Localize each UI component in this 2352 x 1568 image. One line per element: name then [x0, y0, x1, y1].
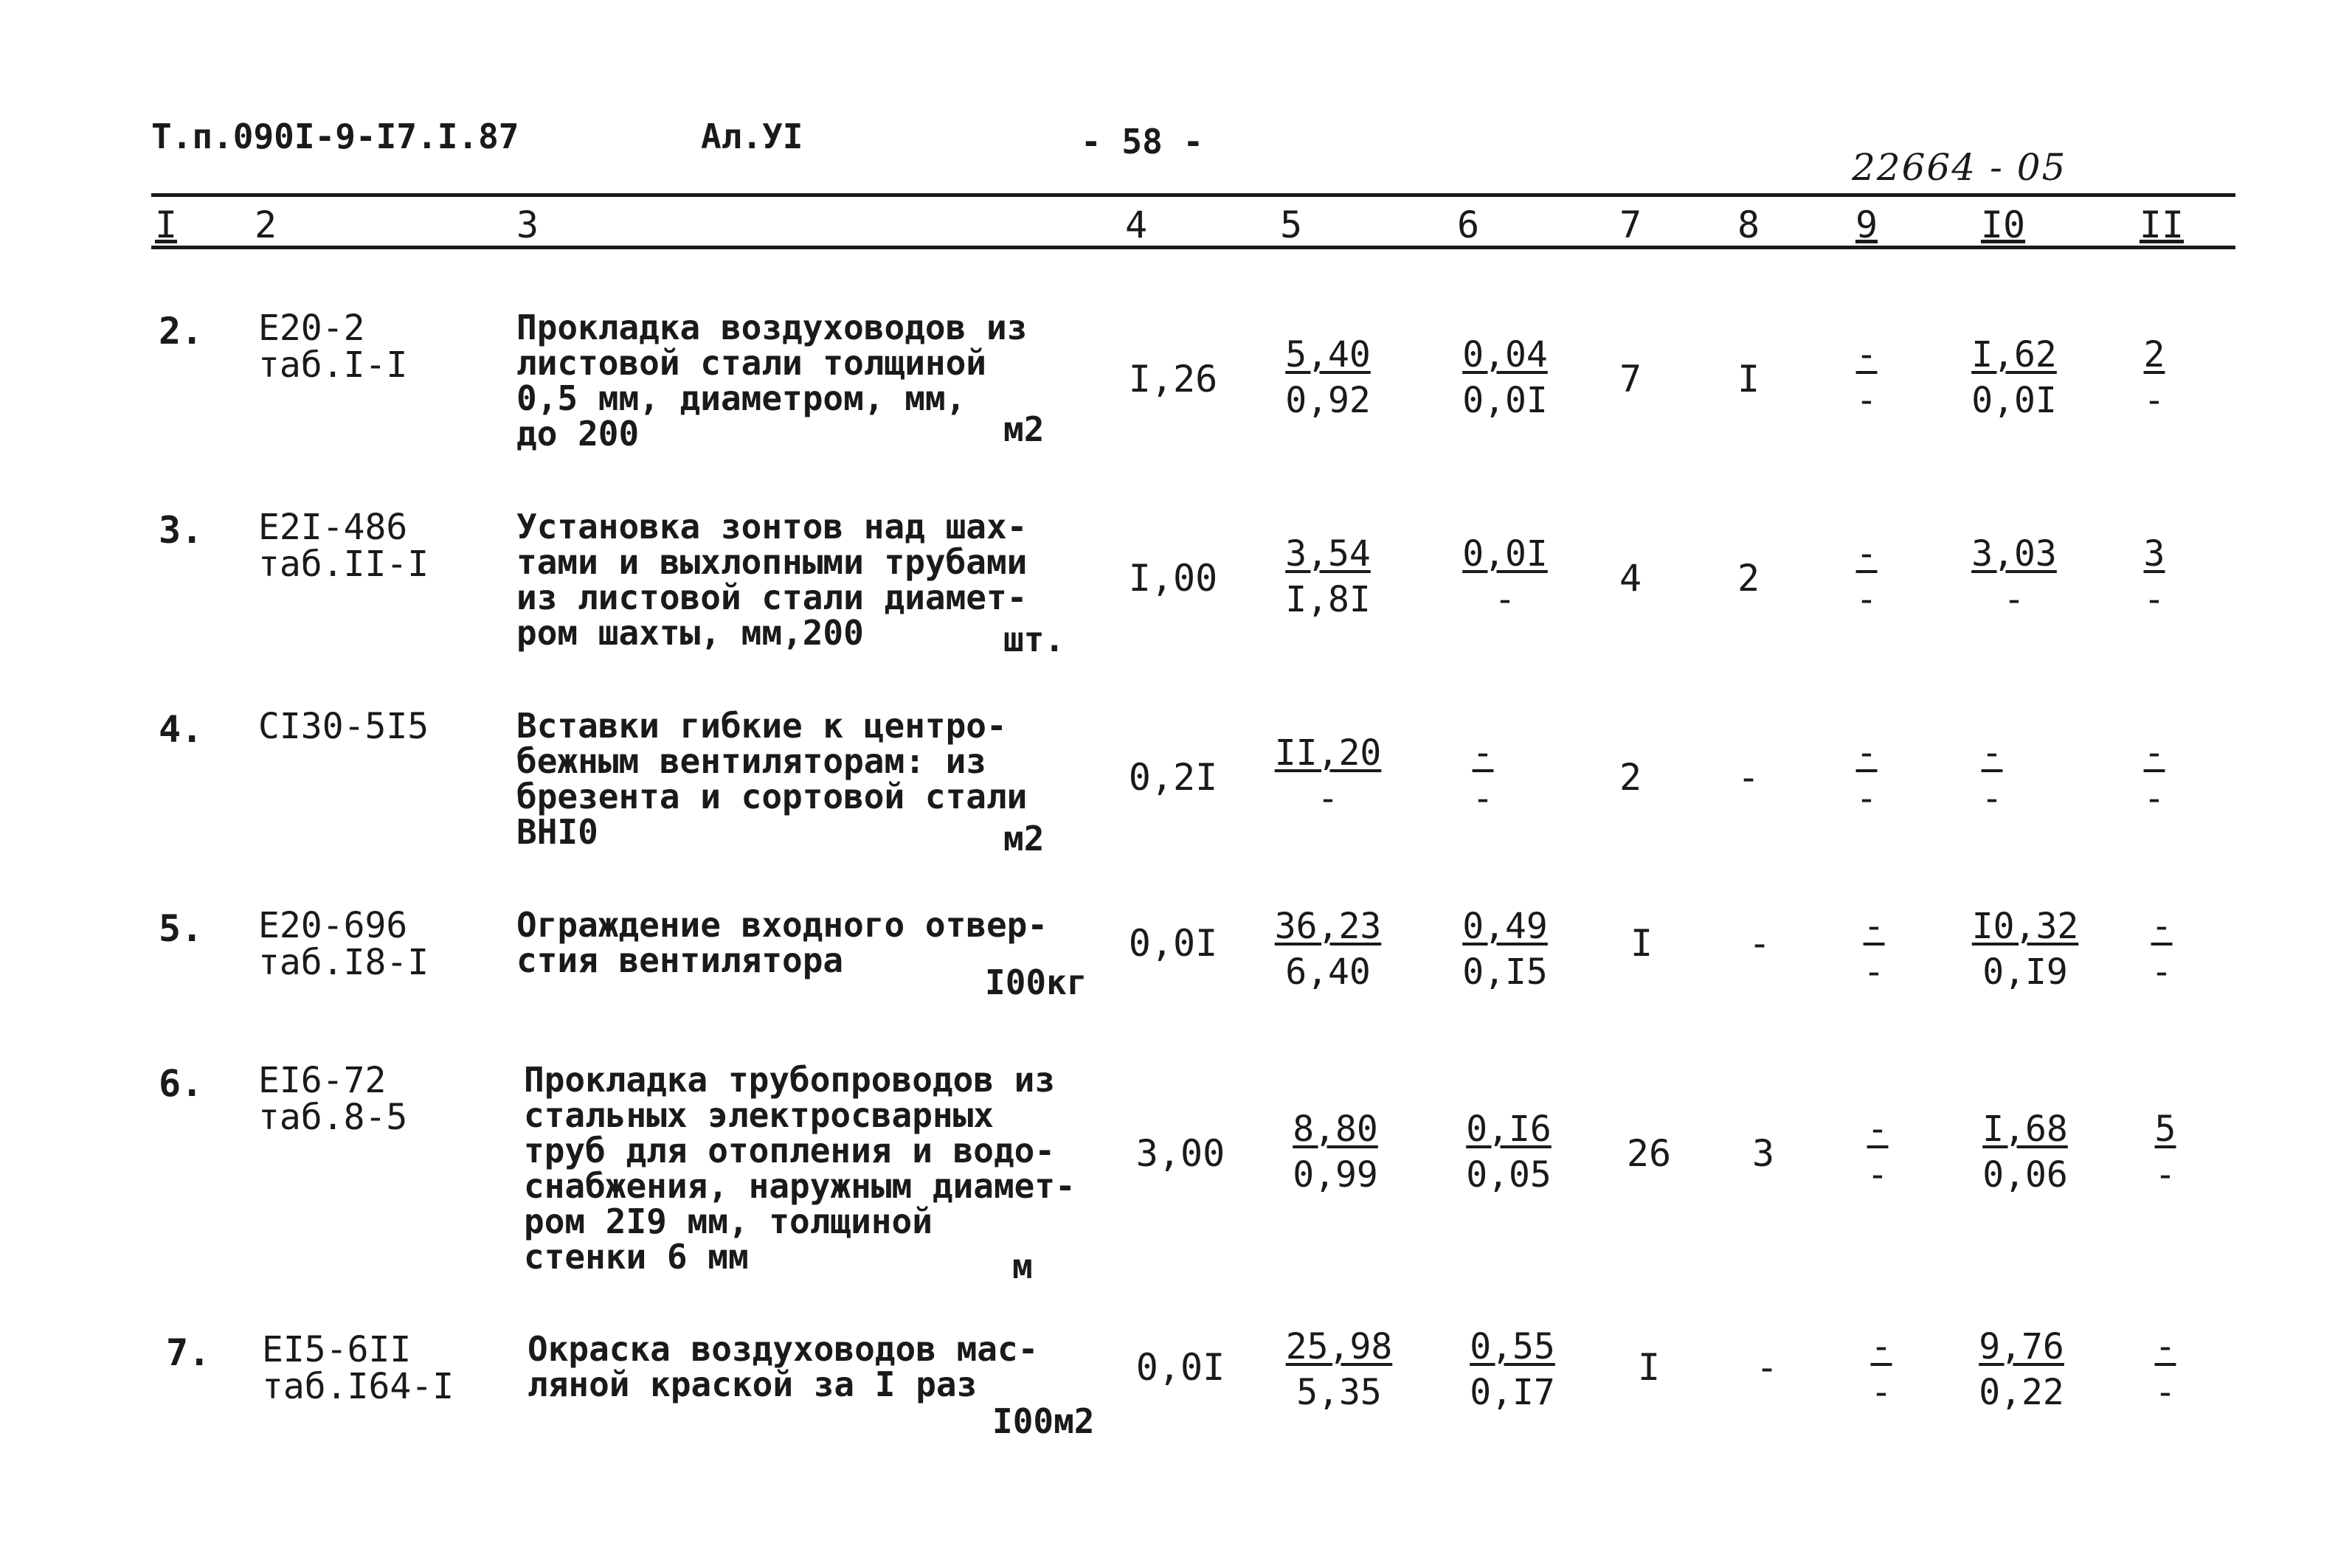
row-number: 6.: [159, 1062, 204, 1105]
col5-value: $\frac{36,23}{6,40}$: [1274, 906, 1382, 993]
column-header: 2: [254, 204, 277, 246]
quantity: 0,0I: [1135, 1346, 1225, 1389]
column-header: 8: [1737, 204, 1760, 246]
header-rule-bottom: [151, 246, 2235, 249]
column-header: II: [2139, 204, 2185, 246]
quantity: 3,00: [1135, 1132, 1225, 1175]
quantity: I,26: [1128, 358, 1218, 400]
col6-value: - -: [1472, 732, 1494, 819]
work-description: Прокладка трубопроводов из стальных электросварных труб для отопления и водо- снабжения, наружным диамет- ром 2I9 мм, толщиной стенки 6 мм: [524, 1060, 1076, 1277]
col10-value: $\frac{I,62}{0,0I}$: [1971, 334, 2057, 421]
column-header: 5: [1279, 204, 1303, 246]
quantity: I,00: [1128, 557, 1218, 600]
rate-code: Е20-2 таб.I-I: [258, 308, 408, 386]
col11-value: - -: [2151, 906, 2173, 993]
col7-value: I: [1630, 922, 1653, 965]
column-header: 4: [1124, 204, 1148, 246]
rate-code: Е20-696 таб.I8-I: [258, 905, 429, 983]
unit-label: м2: [1003, 409, 1045, 449]
col8-value: 2: [1737, 557, 1760, 600]
col6-value: $\frac{0,55}{0,I7}$: [1470, 1326, 1555, 1413]
col6-value: $\frac{0,04}{0,0I}$: [1462, 334, 1548, 421]
col9-value: - -: [1867, 1109, 1889, 1196]
col11-value: 5 -: [2154, 1109, 2176, 1196]
col9-value: - -: [1855, 732, 1878, 819]
work-description: Прокладка воздуховодов из листовой стали толщиной 0,5 мм, диаметром, мм, до 200: [516, 308, 1028, 454]
col7-value: 2: [1619, 756, 1642, 799]
rate-code: СI30-5I5: [258, 706, 429, 747]
page-number: - 58 -: [1081, 122, 1204, 162]
document-number: 22664 - 05: [1852, 146, 2067, 189]
row-number: 7.: [166, 1331, 211, 1374]
unit-label: м: [1012, 1246, 1033, 1286]
col5-value: $\frac{25,98}{5,35}$: [1285, 1326, 1393, 1413]
col8-value: -: [1737, 756, 1760, 799]
work-description: Вставки гибкие к центро- бежным вентиляторам: из брезента и сортовой стали ВНI0: [516, 706, 1028, 852]
row-number: 3.: [159, 509, 204, 552]
col5-value: $\frac{3,54}{I,8I}$: [1285, 533, 1371, 620]
row-number: 2.: [159, 310, 204, 353]
col5-value: $\frac{8,80}{0,99}$: [1293, 1109, 1378, 1196]
rate-code: ЕI5-6II таб.I64-I: [262, 1329, 454, 1407]
col11-value: - -: [2143, 732, 2165, 819]
unit-label: I00м2: [992, 1401, 1095, 1441]
work-description: Установка зонтов над шах- тами и выхлопными трубами из листовой стали диамет- ром шахты, мм,200: [516, 507, 1028, 653]
col5-value: II,20 -: [1274, 732, 1382, 819]
rate-code: Е2I-486 таб.II-I: [258, 507, 429, 585]
col7-value: 7: [1619, 358, 1642, 400]
row-number: 4.: [159, 708, 204, 751]
column-header: 3: [516, 204, 539, 246]
work-description: Ограждение входного отвер- стия вентилятора: [516, 905, 1048, 980]
quantity: 0,2I: [1128, 756, 1218, 799]
col10-value: $\frac{I0,32}{0,I9}$: [1971, 906, 2079, 993]
col7-value: 26: [1626, 1132, 1672, 1175]
album-label: Ал.УI: [701, 117, 803, 156]
col10-value: 3,03 -: [1971, 533, 2057, 620]
unit-label: м2: [1003, 819, 1045, 858]
unit-label: шт.: [1003, 620, 1065, 659]
doc-reference: Т.п.090I-9-I7.I.87: [151, 117, 519, 156]
column-header: 7: [1619, 204, 1642, 246]
col8-value: -: [1755, 1346, 1779, 1389]
col6-value: $\frac{0,I6}{0,05}$: [1466, 1109, 1552, 1196]
col7-value: 4: [1619, 557, 1642, 600]
col11-value: 3 -: [2143, 533, 2165, 620]
quantity: 0,0I: [1128, 922, 1218, 965]
rate-code: ЕI6-72 таб.8-5: [258, 1060, 408, 1138]
col10-value: $\frac{I,68}{0,06}$: [1982, 1109, 2068, 1196]
column-header: I0: [1980, 204, 2026, 246]
row-number: 5.: [159, 907, 204, 950]
unit-label: I00кг: [985, 962, 1087, 1002]
column-header: 6: [1456, 204, 1480, 246]
column-header: 9: [1855, 204, 1878, 246]
header-rule-top: [151, 193, 2235, 197]
col9-value: - -: [1855, 533, 1878, 620]
col10-value: - -: [1981, 732, 2003, 819]
col7-value: I: [1637, 1346, 1661, 1389]
col9-value: - -: [1863, 906, 1885, 993]
col11-value: - -: [2154, 1326, 2176, 1413]
col6-value: $\frac{0,49}{0,I5}$: [1462, 906, 1548, 993]
col5-value: $\frac{5,40}{0,92}$: [1285, 334, 1371, 421]
col9-value: - -: [1855, 334, 1878, 421]
work-description: Окраска воздуховодов мас- ляной краской за I раз: [528, 1329, 1039, 1404]
column-header: I: [154, 204, 178, 246]
col8-value: I: [1737, 358, 1760, 400]
col10-value: $\frac{9,76}{0,22}$: [1979, 1326, 2064, 1413]
col9-value: - -: [1870, 1326, 1892, 1413]
col8-value: 3: [1751, 1132, 1775, 1175]
col8-value: -: [1748, 922, 1771, 965]
col11-value: 2 -: [2143, 334, 2165, 421]
col6-value: 0,0I -: [1462, 533, 1548, 620]
